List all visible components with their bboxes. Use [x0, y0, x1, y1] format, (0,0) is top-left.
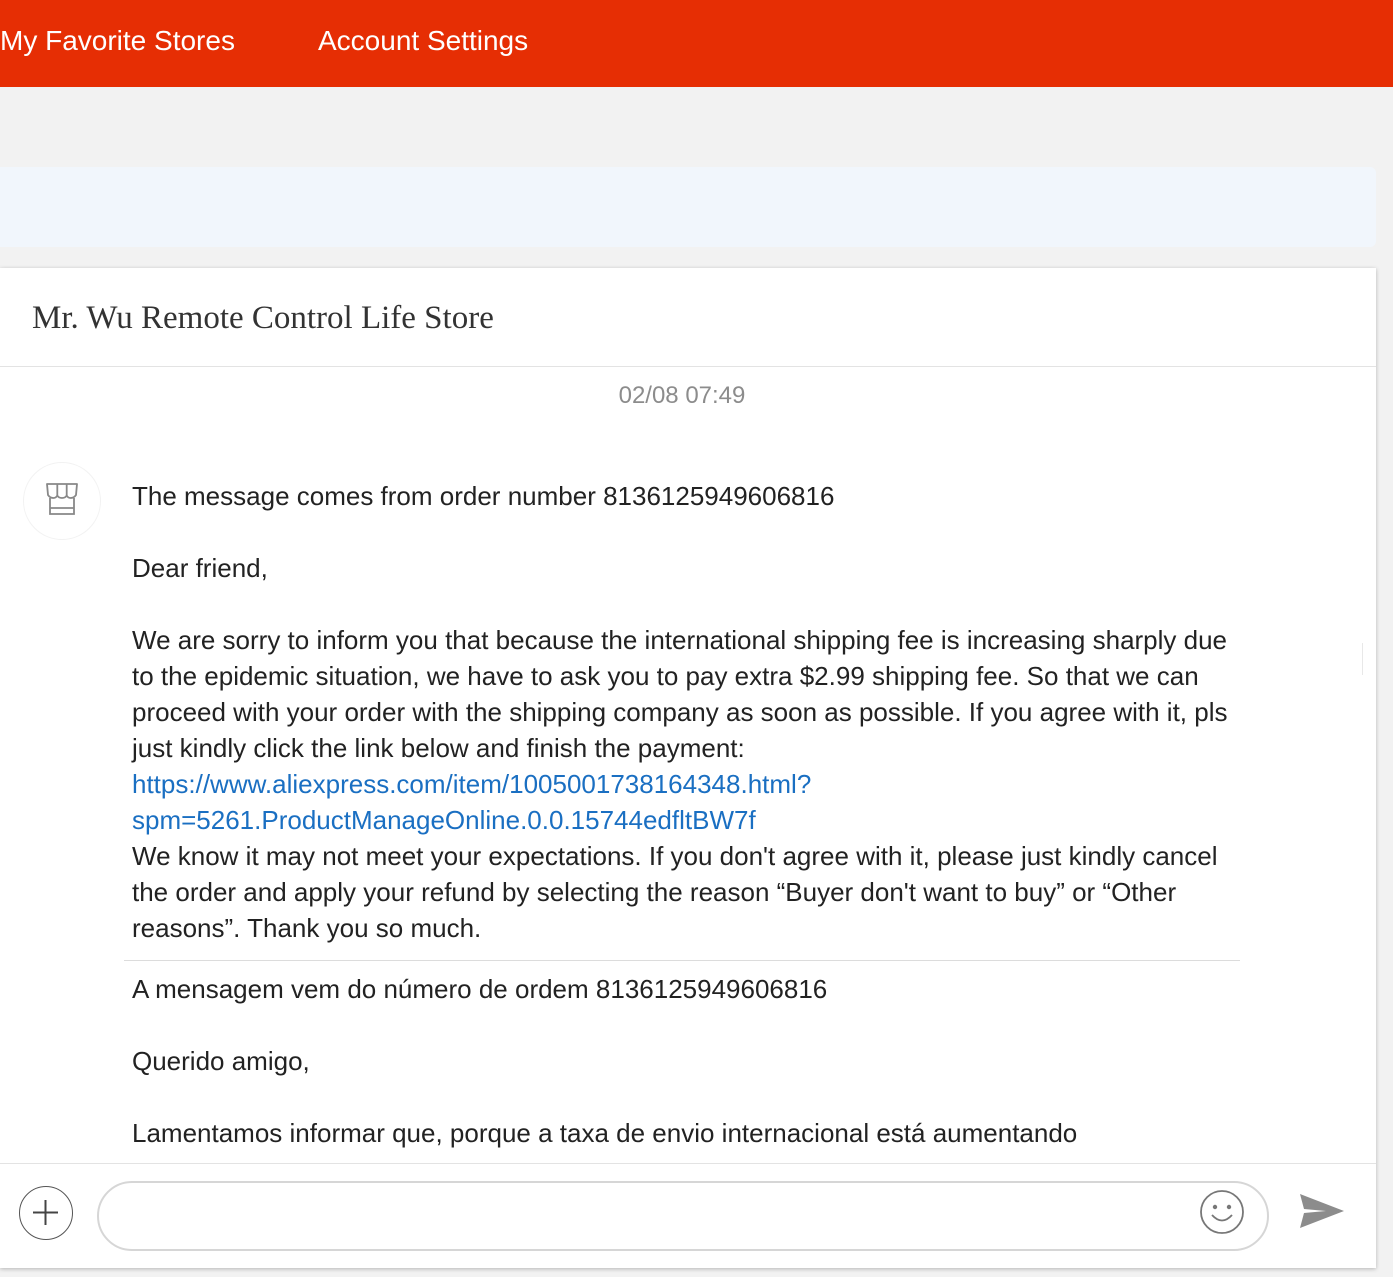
nav-my-favorite-stores[interactable]: My Favorite Stores: [0, 25, 235, 56]
emoji-button[interactable]: [1199, 1189, 1245, 1235]
translated-order-line: A mensagem vem do número de ordem 8136125949606816: [132, 974, 828, 1004]
add-attachment-button[interactable]: [19, 1186, 73, 1240]
message-timestamp: 02/08 07:49: [618, 382, 746, 409]
translation-divider: [124, 960, 1240, 961]
store-icon: [44, 481, 80, 517]
nav-account-settings[interactable]: Account Settings: [318, 25, 529, 56]
message-closing: We know it may not meet your expectations. If you don't agree with it, please just kindly cancel the order and apply your refund by selecting the reason “Buyer don't want to buy” or “Other reasons”. Thank you so much.: [132, 841, 1218, 943]
smiley-icon: [1199, 1189, 1245, 1235]
message-body: We are sorry to inform you that because the international shipping fee is increasing sharply due to the epidemic situation, we have to ask you to pay extra $2.99 shipping fee. So that we can proceed with your order with the shipping company as soon as possible. If you agree with it, pls just kindly click the link below and finish the payment:: [132, 625, 1228, 763]
store-avatar[interactable]: [23, 462, 101, 540]
message-composer: [0, 1163, 1376, 1268]
translated-body: Lamentamos informar que, porque a taxa de envio internacional está aumentando: [132, 1118, 1078, 1148]
scrollbar[interactable]: [1362, 643, 1363, 675]
info-bar: [0, 167, 1376, 247]
message-greeting: Dear friend,: [132, 553, 268, 583]
paper-plane-icon: [1298, 1191, 1346, 1231]
top-navigation-bar: [0, 0, 1393, 87]
payment-link-line-2[interactable]: spm=5261.ProductManageOnline.0.0.15744edfltBW7f: [132, 805, 756, 835]
chat-panel: [0, 268, 1376, 1268]
translated-body-cutoff: [132, 1151, 1242, 1163]
plus-icon: [20, 1187, 71, 1238]
store-name[interactable]: Mr. Wu Remote Control Life Store: [32, 300, 494, 336]
translated-greeting: Querido amigo,: [132, 1046, 310, 1076]
payment-link-line-1[interactable]: https://www.aliexpress.com/item/1005001738164348.html?: [132, 769, 812, 799]
chat-header: [0, 268, 1376, 367]
send-button[interactable]: [1298, 1191, 1346, 1231]
message-bubble: [132, 478, 1242, 1163]
message-input[interactable]: [97, 1181, 1269, 1251]
message-list[interactable]: [0, 367, 1376, 1163]
message-order-line: The message comes from order number 8136125949606816: [132, 481, 835, 511]
